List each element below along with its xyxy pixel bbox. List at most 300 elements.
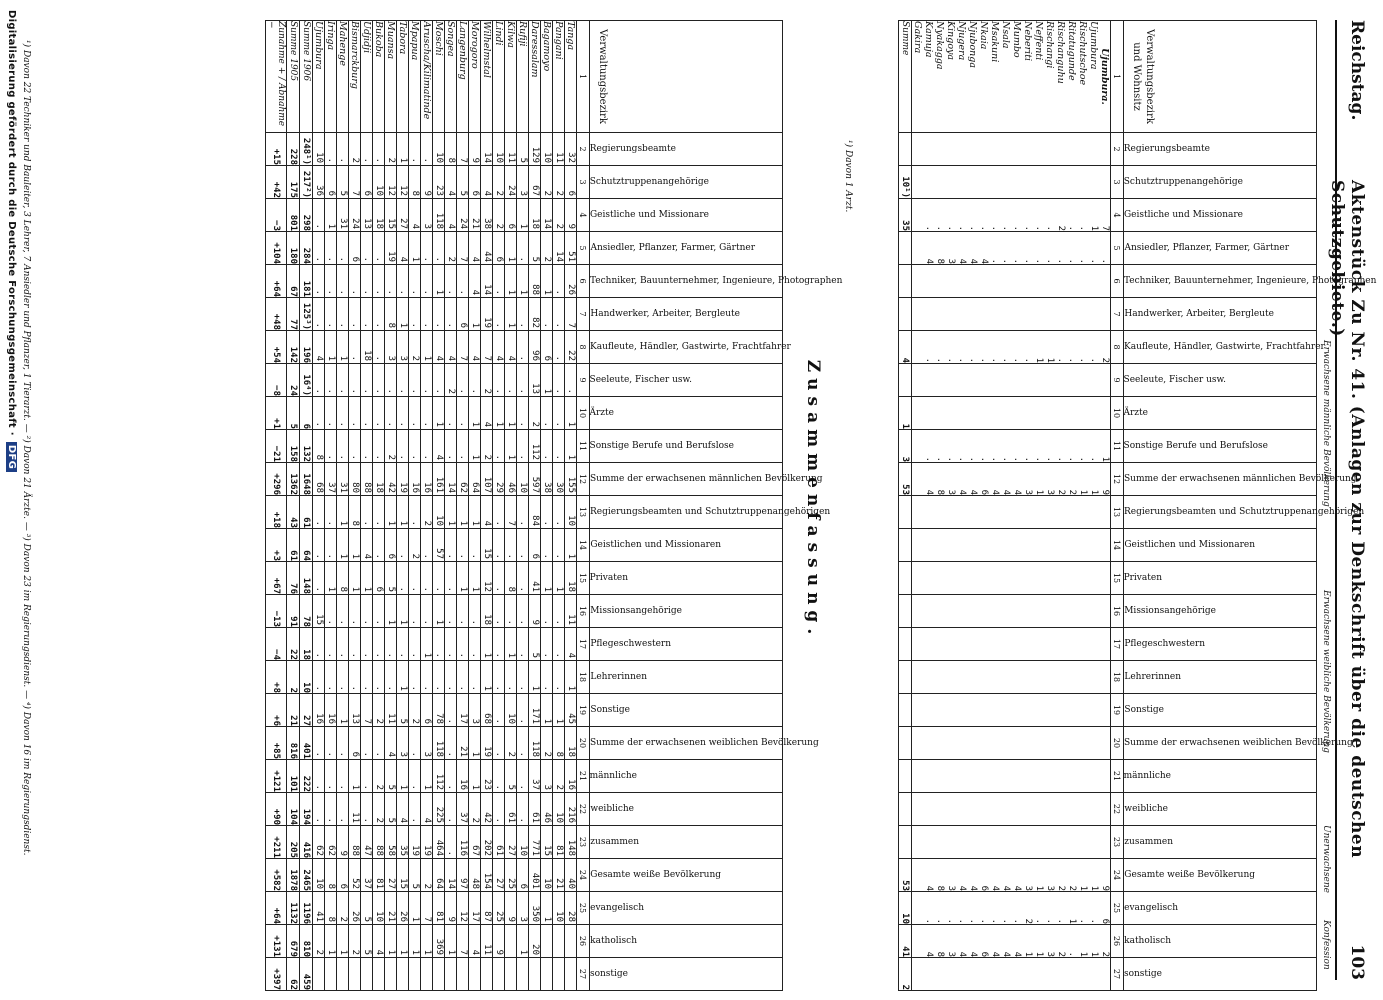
lower-colnum-9: 9 [577, 364, 590, 397]
lower-cell: 10 [517, 463, 529, 496]
lower-cell: 13 [349, 694, 361, 727]
lower-cell: 10 [541, 133, 553, 166]
lower-row [325, 21, 337, 991]
upper-col-values-16 [912, 595, 1111, 628]
lower-cell: . [445, 628, 457, 661]
lower-cell: . [445, 661, 457, 694]
lower-cell: . [445, 529, 457, 562]
upper-col-values-12: 9 1 1 2 2 3 1 3 4 4 4 6 4 4 3 8 4 [912, 463, 1111, 496]
lower-cell: 27 [385, 859, 397, 892]
lower-row-name: Muansa [385, 21, 397, 133]
lower-cell: 62 [457, 463, 469, 496]
lower-cell: . [385, 397, 397, 430]
lower-cell: 68 [481, 694, 493, 727]
lower-cell: . [373, 727, 385, 760]
lower-summe-1905-value: 679 [287, 925, 300, 958]
lower-cell: . [541, 298, 553, 331]
lower-change-value: +1 [266, 397, 287, 430]
lower-cell: 171 [529, 694, 541, 727]
lower-cell: . [469, 595, 481, 628]
lower-summe-1905-value: 5 [287, 397, 300, 430]
lower-cell: 118 [433, 727, 445, 760]
lower-summe-1906-value: 459 [300, 958, 313, 991]
lower-cell: 2 [541, 232, 553, 265]
lower-cell: 16 [565, 760, 577, 793]
lower-cell: . [541, 529, 553, 562]
lower-cell: 26 [349, 892, 361, 925]
lower-cell: 64 [469, 463, 481, 496]
lower-cell: 31 [337, 463, 349, 496]
lower-row [469, 21, 481, 991]
lower-col-header-text: Summe der erwachsenen weiblichen Bevölkerung [590, 738, 819, 748]
upper-summe-value-17 [899, 628, 912, 661]
lower-summe-1905-value: 175 [287, 166, 300, 199]
lower-cell [541, 958, 553, 991]
lower-cell: . [445, 760, 457, 793]
lower-cell: 1 [553, 694, 565, 727]
lower-cell: 5 [517, 133, 529, 166]
lower-cell: 6 [469, 166, 481, 199]
lower-cell: 18 [361, 331, 373, 364]
lower-summe-1906-value: 298 [300, 199, 313, 232]
lower-cell: 4 [445, 331, 457, 364]
lower-colnum-14: 14 [577, 529, 590, 562]
lower-summe-1906-value: 401 [300, 727, 313, 760]
lower-summe-1906-label: Summe 1906 [300, 21, 313, 133]
lower-summe-1906-value: 61 [300, 496, 313, 529]
lower-cell: 5 [385, 793, 397, 826]
group-women: Erwachsene weibliche Bevölkerung [1321, 590, 1331, 753]
lower-col-header-text: Privaten [590, 573, 629, 583]
lower-change-value: −4 [266, 628, 287, 661]
lower-cell: 1 [469, 397, 481, 430]
lower-cell: . [409, 793, 421, 826]
upper-col-header-text: Summe der erwachsenen weiblichen Bevölkerung [1124, 738, 1353, 748]
lower-column-numbers [577, 21, 590, 991]
lower-cell: 161 [433, 463, 445, 496]
upper-summe-value-23 [899, 826, 912, 859]
lower-change-value: +42 [266, 166, 287, 199]
lower-col-header-14 [590, 529, 783, 562]
upper-col-header-text: Techniker, Bauunternehmer, Ingenieure, Photographen [1124, 276, 1377, 286]
upper-col-header-10 [1124, 397, 1317, 430]
lower-cell: 18 [565, 562, 577, 595]
lower-change-value: +582 [266, 859, 287, 892]
lower-cell: . [421, 661, 433, 694]
upper-col-values-18 [912, 661, 1111, 694]
lower-cell: 6 [337, 859, 349, 892]
lower-colnum-27: 27 [577, 958, 590, 991]
lower-cell: . [517, 496, 529, 529]
lower-cell: 2 [529, 397, 541, 430]
lower-cell [541, 925, 553, 958]
lower-cell: 12 [481, 562, 493, 595]
lower-cell: 62 [325, 826, 337, 859]
lower-cell: 8 [445, 133, 457, 166]
upper-col-values-21 [912, 760, 1111, 793]
lower-cell: 14 [553, 232, 565, 265]
lower-cell: 42 [385, 463, 397, 496]
lower-cell: 4 [469, 331, 481, 364]
lower-col-header-text: katholisch [590, 936, 637, 946]
upper-col-values-4: 7 1 . . 2 . . . . . . . . . . . . [912, 199, 1111, 232]
lower-colnum-26: 26 [577, 925, 590, 958]
lower-row [433, 21, 445, 991]
lower-colnum-22: 22 [577, 793, 590, 826]
upper-col-header-text: Ärzte [1124, 408, 1149, 418]
lower-cell: 19 [421, 826, 433, 859]
lower-cell: . [445, 694, 457, 727]
lower-cell: 2 [373, 760, 385, 793]
upper-col-values-26: 2 1 1 . 2 3 1 1 4 4 4 6 4 4 3 8 4 [912, 925, 1111, 958]
lower-cell: 8 [349, 496, 361, 529]
upper-col-header-11 [1124, 430, 1317, 463]
upper-col-header-13 [1124, 496, 1365, 529]
lower-cell: . [553, 364, 565, 397]
lower-cell: . [337, 364, 349, 397]
lower-cell: . [445, 562, 457, 595]
lower-cell: . [409, 727, 421, 760]
lower-cell: 7 [457, 232, 469, 265]
upper-summe-value-10: 1 [899, 397, 912, 430]
lower-cell: 4 [469, 925, 481, 958]
lower-col-header-24 [590, 859, 783, 892]
lower-row-name: Bagamoyo [541, 21, 553, 133]
lower-cell: . [313, 364, 325, 397]
lower-cell: 1 [385, 496, 397, 529]
lower-cell: . [409, 562, 421, 595]
lower-cell [433, 958, 445, 991]
lower-cell: . [337, 661, 349, 694]
lower-cell: . [313, 661, 325, 694]
upper-col-header-22 [1124, 793, 1317, 826]
lower-cell: . [445, 298, 457, 331]
lower-summe-1906-value: 132 [300, 430, 313, 463]
lower-cell: 10 [517, 826, 529, 859]
lower-cell: 21 [385, 892, 397, 925]
lower-summe-1905-value: 801 [287, 199, 300, 232]
lower-cell: 1 [397, 760, 409, 793]
lower-cell: 36 [313, 166, 325, 199]
upper-summe-value-11: 3 [899, 430, 912, 463]
lower-cell: . [469, 661, 481, 694]
lower-cell: 3 [469, 694, 481, 727]
lower-cell: . [517, 529, 529, 562]
lower-cell: 78 [433, 694, 445, 727]
lower-cell: . [517, 331, 529, 364]
lower-cell: 1 [337, 331, 349, 364]
lower-cell: . [397, 529, 409, 562]
upper-col-values-11: 1 . . . . . . . . . . . . . . . . [912, 430, 1111, 463]
lower-col-header-15 [590, 562, 783, 595]
lower-cell: 46 [541, 793, 553, 826]
lower-cell: 1 [397, 595, 409, 628]
lower-cell: . [349, 661, 361, 694]
lower-cell: . [553, 496, 565, 529]
lower-col-header-20 [590, 727, 819, 760]
lower-cell [397, 958, 409, 991]
lower-cell: 81 [553, 826, 565, 859]
lower-cell: 8 [325, 892, 337, 925]
lower-cell: . [565, 364, 577, 397]
upper-col-values-6 [912, 265, 1111, 298]
lower-cell: 10 [493, 133, 505, 166]
lower-col-header-text: Techniker, Bauunternehmer, Ingenieure, Photographen [590, 276, 843, 286]
lower-cell: . [361, 133, 373, 166]
lower-summe-1906-value: 196 [300, 331, 313, 364]
lower-row [445, 21, 457, 991]
upper-colnum-4: 4 [1111, 199, 1124, 232]
lower-cell: 1 [469, 430, 481, 463]
lower-col-header-text: männliche [590, 771, 638, 781]
lower-change-value: +15 [266, 133, 287, 166]
lower-cell: 1 [517, 199, 529, 232]
lower-cell: 5 [529, 232, 541, 265]
lower-cell: 15 [481, 529, 493, 562]
lower-cell: 1 [397, 496, 409, 529]
upper-col-header-text: Kaufleute, Händler, Gastwirte, Frachtfahrer [1124, 342, 1325, 352]
lower-cell: . [409, 661, 421, 694]
lower-change-value: −3 [266, 199, 287, 232]
lower-col-header-text: Geistlichen und Missionaren [590, 540, 721, 550]
lower-colnum-12: 12 [577, 463, 590, 496]
lower-cell: 2 [421, 496, 433, 529]
lower-cell: 10 [553, 793, 565, 826]
lower-change-value: +397 [266, 958, 287, 991]
lower-summe-1906-value: 148 [300, 562, 313, 595]
lower-cell: 37 [529, 760, 541, 793]
lower-cell: . [553, 595, 565, 628]
upper-summe-value-5 [899, 232, 912, 265]
lower-row-name: Wilhelmstal [481, 21, 493, 133]
lower-cell: 13 [361, 199, 373, 232]
lower-col-header-8 [590, 331, 791, 364]
lower-cell: 5 [529, 628, 541, 661]
lower-cell: . [325, 397, 337, 430]
lower-cell: 19 [409, 826, 421, 859]
lower-summe-1906-value: 6 [300, 397, 313, 430]
upper-summe-value-25: 10 [899, 892, 912, 925]
lower-cell: . [325, 595, 337, 628]
lower-cell: . [517, 793, 529, 826]
lower-col-header-11 [590, 430, 783, 463]
lower-cell: 17 [469, 892, 481, 925]
lower-cell: . [517, 628, 529, 661]
lower-cell: . [541, 430, 553, 463]
lower-cell: 84 [529, 496, 541, 529]
lower-cell: . [373, 265, 385, 298]
lower-col-header-text: Sonstige Berufe und Berufslose [590, 441, 735, 451]
lower-cell: 88 [361, 463, 373, 496]
lower-col-header-text: Sonstige [590, 705, 630, 715]
lower-summe-1906-value: 217²) [300, 166, 313, 199]
lower-cell: 1 [409, 232, 421, 265]
lower-cell [565, 925, 577, 958]
lower-cell: . [385, 661, 397, 694]
lower-cell: . [553, 397, 565, 430]
upper-colnum-2: 2 [1111, 133, 1124, 166]
lower-cell: 6 [361, 166, 373, 199]
upper-colnum-25: 25 [1111, 892, 1124, 925]
lower-summe-1905-value: 142 [287, 331, 300, 364]
lower-cell: . [541, 397, 553, 430]
summary-title: Zusammenfassung. [803, 359, 823, 641]
lower-cell: . [409, 364, 421, 397]
lower-cell: 9 [337, 826, 349, 859]
lower-colnum-10: 10 [577, 397, 590, 430]
upper-colnum-12: 12 [1111, 463, 1124, 496]
lower-cell: 2 [541, 166, 553, 199]
upper-colnum-11: 11 [1111, 430, 1124, 463]
upper-col-header-text: Gesamte weiße Bevölkerung [1124, 870, 1255, 880]
lower-cell: . [553, 331, 565, 364]
lower-cell: 1 [493, 397, 505, 430]
lower-cell: 1 [325, 562, 337, 595]
lower-change-value: −13 [266, 595, 287, 628]
lower-summe-1905-value: 101 [287, 760, 300, 793]
lower-cell [505, 958, 517, 991]
lower-cell: . [373, 133, 385, 166]
lower-colnum-8: 8 [577, 331, 590, 364]
upper-footnote: ¹) Davon 1 Arzt. [843, 140, 853, 213]
lower-cell: 16 [457, 760, 469, 793]
lower-cell: 16 [421, 463, 433, 496]
lower-summe-1905-value: 158 [287, 430, 300, 463]
lower-cell: . [349, 364, 361, 397]
lower-cell: 5 [397, 694, 409, 727]
lower-cell: 1 [337, 925, 349, 958]
lower-cell: 1 [481, 628, 493, 661]
upper-col-values-7 [912, 298, 1111, 331]
lower-cell: 9 [493, 925, 505, 958]
lower-cell: 1 [337, 694, 349, 727]
lower-cell: . [505, 364, 517, 397]
lower-cell: 61 [505, 793, 517, 826]
upper-col-values-24: 9 1 1 2 2 3 1 3 4 4 4 6 4 4 3 8 4 [912, 859, 1111, 892]
upper-col-header-text: Sonstige [1124, 705, 1164, 715]
lower-cell: . [505, 661, 517, 694]
lower-cell: 597 [529, 463, 541, 496]
lower-cell: . [325, 496, 337, 529]
lower-cell: 2 [553, 760, 565, 793]
upper-summe-value-8: 4 [899, 331, 912, 364]
lower-cell: . [373, 397, 385, 430]
upper-col-header-text: Ansiedler, Pflanzer, Farmer, Gärtner [1124, 243, 1289, 253]
lower-col-header-text: weibliche [590, 804, 634, 814]
upper-colnum-24: 24 [1111, 859, 1124, 892]
lower-cell: 8 [553, 727, 565, 760]
lower-cell: 1 [385, 925, 397, 958]
lower-cell: . [493, 430, 505, 463]
upper-col-header-text: weibliche [1124, 804, 1168, 814]
lower-col-header-16 [590, 595, 783, 628]
lower-cell: 11 [349, 793, 361, 826]
lower-cell: 1 [505, 265, 517, 298]
lower-cell: . [433, 628, 445, 661]
lower-cell: 15 [397, 859, 409, 892]
lower-cell: 32 [565, 133, 577, 166]
lower-cell: . [361, 727, 373, 760]
lower-cell: . [457, 595, 469, 628]
lower-summe-1906-value: 284 [300, 232, 313, 265]
lower-summe-1905-value: 104 [287, 793, 300, 826]
lower-row [565, 21, 577, 991]
lower-cell: 4 [421, 793, 433, 826]
lower-cell: . [361, 430, 373, 463]
lower-row-name: Mahenge [337, 21, 349, 133]
lower-cell: 17 [457, 694, 469, 727]
upper-summe-value-3: 10¹) [899, 166, 912, 199]
lower-row-name: Rufiji [517, 21, 529, 133]
lower-cell: 40 [565, 859, 577, 892]
lower-cell: 1 [541, 265, 553, 298]
upper-col-values-3 [912, 166, 1111, 199]
lower-cell: 1 [505, 397, 517, 430]
lower-cell: . [361, 298, 373, 331]
lower-cell: 1 [433, 265, 445, 298]
lower-cell: . [505, 595, 517, 628]
lower-cell: . [361, 364, 373, 397]
lower-cell: 1 [397, 661, 409, 694]
lower-cell: 1 [505, 628, 517, 661]
lower-summe-1905-value: 180 [287, 232, 300, 265]
upper-col-values-13 [912, 496, 1111, 529]
lower-colnum-13: 13 [577, 496, 590, 529]
upper-colnum-7: 7 [1111, 298, 1124, 331]
lower-cell: 1 [469, 562, 481, 595]
lower-cell: . [349, 430, 361, 463]
lower-cell: . [325, 430, 337, 463]
lower-cell: 24 [505, 166, 517, 199]
lower-cell: 51 [565, 232, 577, 265]
lower-cell: 18 [373, 199, 385, 232]
lower-col-header-text: Ansiedler, Pflanzer, Farmer, Gärtner [590, 243, 755, 253]
lower-cell: 10 [565, 496, 577, 529]
lower-cell: . [445, 430, 457, 463]
upper-col-header-text: Privaten [1124, 573, 1163, 583]
lower-cell: . [409, 298, 421, 331]
lower-cell: . [517, 661, 529, 694]
lower-cell: . [409, 496, 421, 529]
lower-cell: 1 [349, 760, 361, 793]
lower-cell: 38 [541, 463, 553, 496]
lower-cell: 5 [385, 760, 397, 793]
lower-cell: . [469, 628, 481, 661]
lower-cell: 5 [409, 859, 421, 892]
page-header [1327, 20, 1377, 980]
upper-col-header-text: Pflegeschwestern [1124, 639, 1205, 649]
upper-summe-value-4: 35 [899, 199, 912, 232]
lower-cell: . [313, 298, 325, 331]
lower-cell: 5 [361, 925, 373, 958]
lower-cell: 112 [529, 430, 541, 463]
lower-colnum-17: 17 [577, 628, 590, 661]
lower-cell: 88 [349, 826, 361, 859]
lower-summe-1905-value: 67 [287, 265, 300, 298]
upper-col-header-text: Sonstige Berufe und Berufslose [1124, 441, 1269, 451]
lower-cell: 25 [493, 892, 505, 925]
lower-row [397, 21, 409, 991]
upper-col-header-text: sonstige [1124, 969, 1163, 979]
lower-cell: 96 [529, 331, 541, 364]
lower-cell: 10 [541, 859, 553, 892]
lower-row-name: Udjidji [361, 21, 373, 133]
lower-change-value: +104 [266, 232, 287, 265]
lower-cell: 6 [493, 232, 505, 265]
lower-cell: 27 [505, 826, 517, 859]
lower-cell: 44 [481, 232, 493, 265]
upper-col-values-20 [912, 727, 1111, 760]
